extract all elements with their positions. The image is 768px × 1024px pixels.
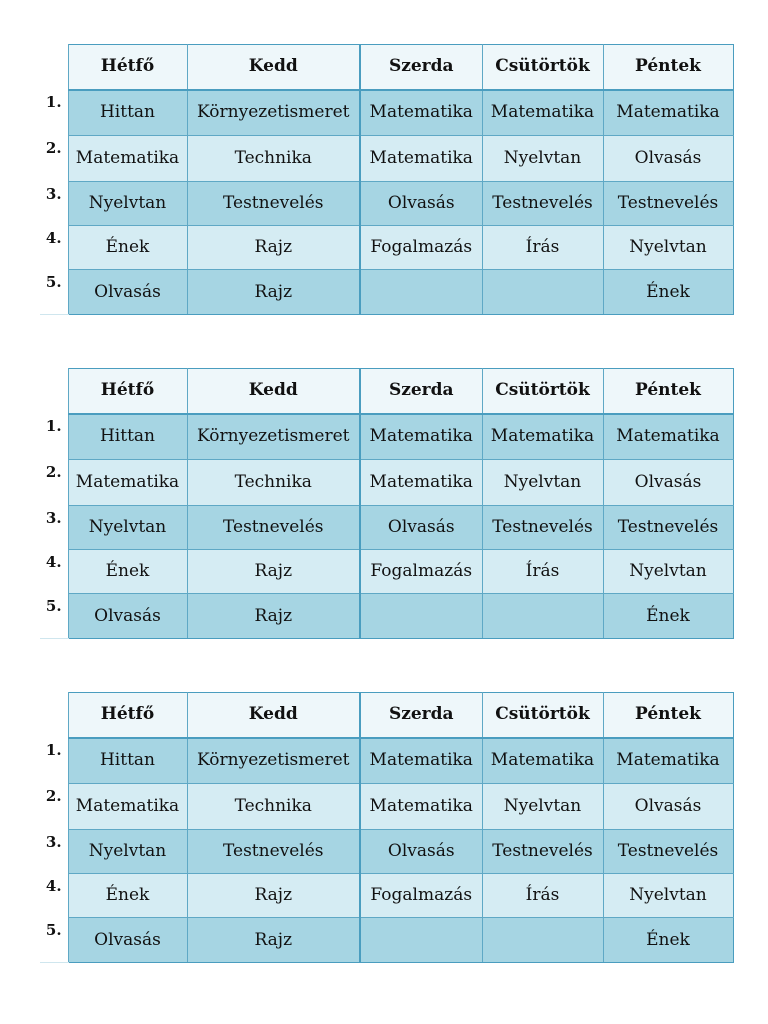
day-header-wed: Szerda xyxy=(360,369,482,414)
timetable-2 xyxy=(40,368,733,639)
lesson-cell: Olvasás xyxy=(603,460,733,506)
timetable-grid xyxy=(40,692,734,963)
period-number: 5. xyxy=(40,594,68,639)
lesson-cell: Matematika xyxy=(360,460,482,506)
lesson-cell: Hittan xyxy=(68,90,187,136)
lesson-cell: Ének xyxy=(603,918,733,963)
day-header-thu: Csütörtök xyxy=(482,693,603,738)
lesson-cell: Matematika xyxy=(360,136,482,182)
lesson-cell: Testnevelés xyxy=(482,830,603,874)
lesson-cell: Technika xyxy=(187,784,360,830)
lesson-cell: Írás xyxy=(482,550,603,594)
lesson-cell: Matematika xyxy=(482,738,603,784)
timetable-1 xyxy=(40,44,733,315)
lesson-cell: Testnevelés xyxy=(603,182,733,226)
table-row xyxy=(40,182,733,226)
period-number: 4. xyxy=(40,550,68,594)
day-header-wed: Szerda xyxy=(360,45,482,90)
lesson-cell: Matematika xyxy=(68,136,187,182)
lesson-cell: Matematika xyxy=(603,414,733,460)
lesson-cell: Fogalmazás xyxy=(360,550,482,594)
table-row xyxy=(40,506,733,550)
day-header-fri: Péntek xyxy=(603,45,733,90)
lesson-cell: Olvasás xyxy=(68,594,187,639)
lesson-cell: Matematika xyxy=(68,460,187,506)
period-number: 5. xyxy=(40,918,68,963)
table-row xyxy=(40,784,733,830)
lesson-cell xyxy=(360,918,482,963)
lesson-cell: Matematika xyxy=(603,90,733,136)
table-row xyxy=(40,550,733,594)
lesson-cell: Írás xyxy=(482,226,603,270)
corner-cell xyxy=(40,369,68,414)
lesson-cell: Olvasás xyxy=(360,830,482,874)
lesson-cell: Ének xyxy=(68,550,187,594)
lesson-cell: Matematika xyxy=(360,90,482,136)
table-row xyxy=(40,414,733,460)
lesson-cell: Matematika xyxy=(68,784,187,830)
lesson-cell: Matematika xyxy=(482,414,603,460)
lesson-cell: Ének xyxy=(68,226,187,270)
lesson-cell: Matematika xyxy=(360,738,482,784)
day-header-mon: Hétfő xyxy=(68,369,187,414)
table-row xyxy=(40,226,733,270)
lesson-cell: Matematika xyxy=(603,738,733,784)
lesson-cell: Testnevelés xyxy=(187,182,360,226)
timetable-grid xyxy=(40,368,734,639)
lesson-cell: Hittan xyxy=(68,414,187,460)
period-number: 1. xyxy=(40,738,68,784)
period-number: 5. xyxy=(40,270,68,315)
lesson-cell: Olvasás xyxy=(360,506,482,550)
lesson-cell: Fogalmazás xyxy=(360,874,482,918)
table-row xyxy=(40,270,733,315)
day-header-tue: Kedd xyxy=(187,45,360,90)
period-number: 1. xyxy=(40,90,68,136)
lesson-cell: Matematika xyxy=(360,414,482,460)
period-number: 2. xyxy=(40,784,68,830)
header-row xyxy=(40,369,733,414)
lesson-cell: Nyelvtan xyxy=(482,136,603,182)
lesson-cell: Olvasás xyxy=(68,270,187,315)
table-row xyxy=(40,594,733,639)
lesson-cell: Nyelvtan xyxy=(68,182,187,226)
lesson-cell: Rajz xyxy=(187,226,360,270)
lesson-cell: Környezetismeret xyxy=(187,414,360,460)
day-header-fri: Péntek xyxy=(603,693,733,738)
lesson-cell: Olvasás xyxy=(68,918,187,963)
table-row xyxy=(40,918,733,963)
lesson-cell: Testnevelés xyxy=(187,830,360,874)
table-row xyxy=(40,738,733,784)
period-number: 4. xyxy=(40,226,68,270)
lesson-cell: Nyelvtan xyxy=(603,550,733,594)
lesson-cell: Ének xyxy=(68,874,187,918)
day-header-wed: Szerda xyxy=(360,693,482,738)
lesson-cell: Rajz xyxy=(187,874,360,918)
corner-cell xyxy=(40,45,68,90)
period-number: 3. xyxy=(40,830,68,874)
lesson-cell: Fogalmazás xyxy=(360,226,482,270)
day-header-mon: Hétfő xyxy=(68,693,187,738)
lesson-cell: Olvasás xyxy=(603,784,733,830)
lesson-cell: Nyelvtan xyxy=(68,506,187,550)
day-header-thu: Csütörtök xyxy=(482,369,603,414)
lesson-cell: Testnevelés xyxy=(603,830,733,874)
lesson-cell: Nyelvtan xyxy=(482,784,603,830)
day-header-tue: Kedd xyxy=(187,693,360,738)
lesson-cell: Írás xyxy=(482,874,603,918)
lesson-cell: Környezetismeret xyxy=(187,90,360,136)
table-row xyxy=(40,136,733,182)
day-header-fri: Péntek xyxy=(603,369,733,414)
table-row xyxy=(40,460,733,506)
lesson-cell: Rajz xyxy=(187,270,360,315)
lesson-cell: Matematika xyxy=(360,784,482,830)
lesson-cell: Nyelvtan xyxy=(603,874,733,918)
day-header-thu: Csütörtök xyxy=(482,45,603,90)
lesson-cell: Technika xyxy=(187,460,360,506)
lesson-cell: Nyelvtan xyxy=(482,460,603,506)
table-row xyxy=(40,874,733,918)
day-header-tue: Kedd xyxy=(187,369,360,414)
period-number: 4. xyxy=(40,874,68,918)
lesson-cell: Környezetismeret xyxy=(187,738,360,784)
lesson-cell: Testnevelés xyxy=(482,182,603,226)
corner-cell xyxy=(40,693,68,738)
lesson-cell: Olvasás xyxy=(603,136,733,182)
period-number: 3. xyxy=(40,182,68,226)
period-number: 2. xyxy=(40,136,68,182)
period-number: 1. xyxy=(40,414,68,460)
lesson-cell: Rajz xyxy=(187,550,360,594)
lesson-cell: Hittan xyxy=(68,738,187,784)
lesson-cell: Ének xyxy=(603,270,733,315)
table-row xyxy=(40,90,733,136)
timetable-3 xyxy=(40,692,733,963)
lesson-cell: Testnevelés xyxy=(482,506,603,550)
day-header-mon: Hétfő xyxy=(68,45,187,90)
lesson-cell xyxy=(482,594,603,639)
lesson-cell xyxy=(482,270,603,315)
table-row xyxy=(40,830,733,874)
lesson-cell: Testnevelés xyxy=(603,506,733,550)
timetable-grid xyxy=(40,44,734,315)
lesson-cell: Rajz xyxy=(187,594,360,639)
lesson-cell xyxy=(360,270,482,315)
lesson-cell: Ének xyxy=(603,594,733,639)
lesson-cell: Matematika xyxy=(482,90,603,136)
header-row xyxy=(40,693,733,738)
period-number: 2. xyxy=(40,460,68,506)
lesson-cell: Testnevelés xyxy=(187,506,360,550)
lesson-cell xyxy=(482,918,603,963)
lesson-cell: Olvasás xyxy=(360,182,482,226)
header-row xyxy=(40,45,733,90)
period-number: 3. xyxy=(40,506,68,550)
lesson-cell: Technika xyxy=(187,136,360,182)
lesson-cell: Rajz xyxy=(187,918,360,963)
lesson-cell xyxy=(360,594,482,639)
lesson-cell: Nyelvtan xyxy=(68,830,187,874)
lesson-cell: Nyelvtan xyxy=(603,226,733,270)
